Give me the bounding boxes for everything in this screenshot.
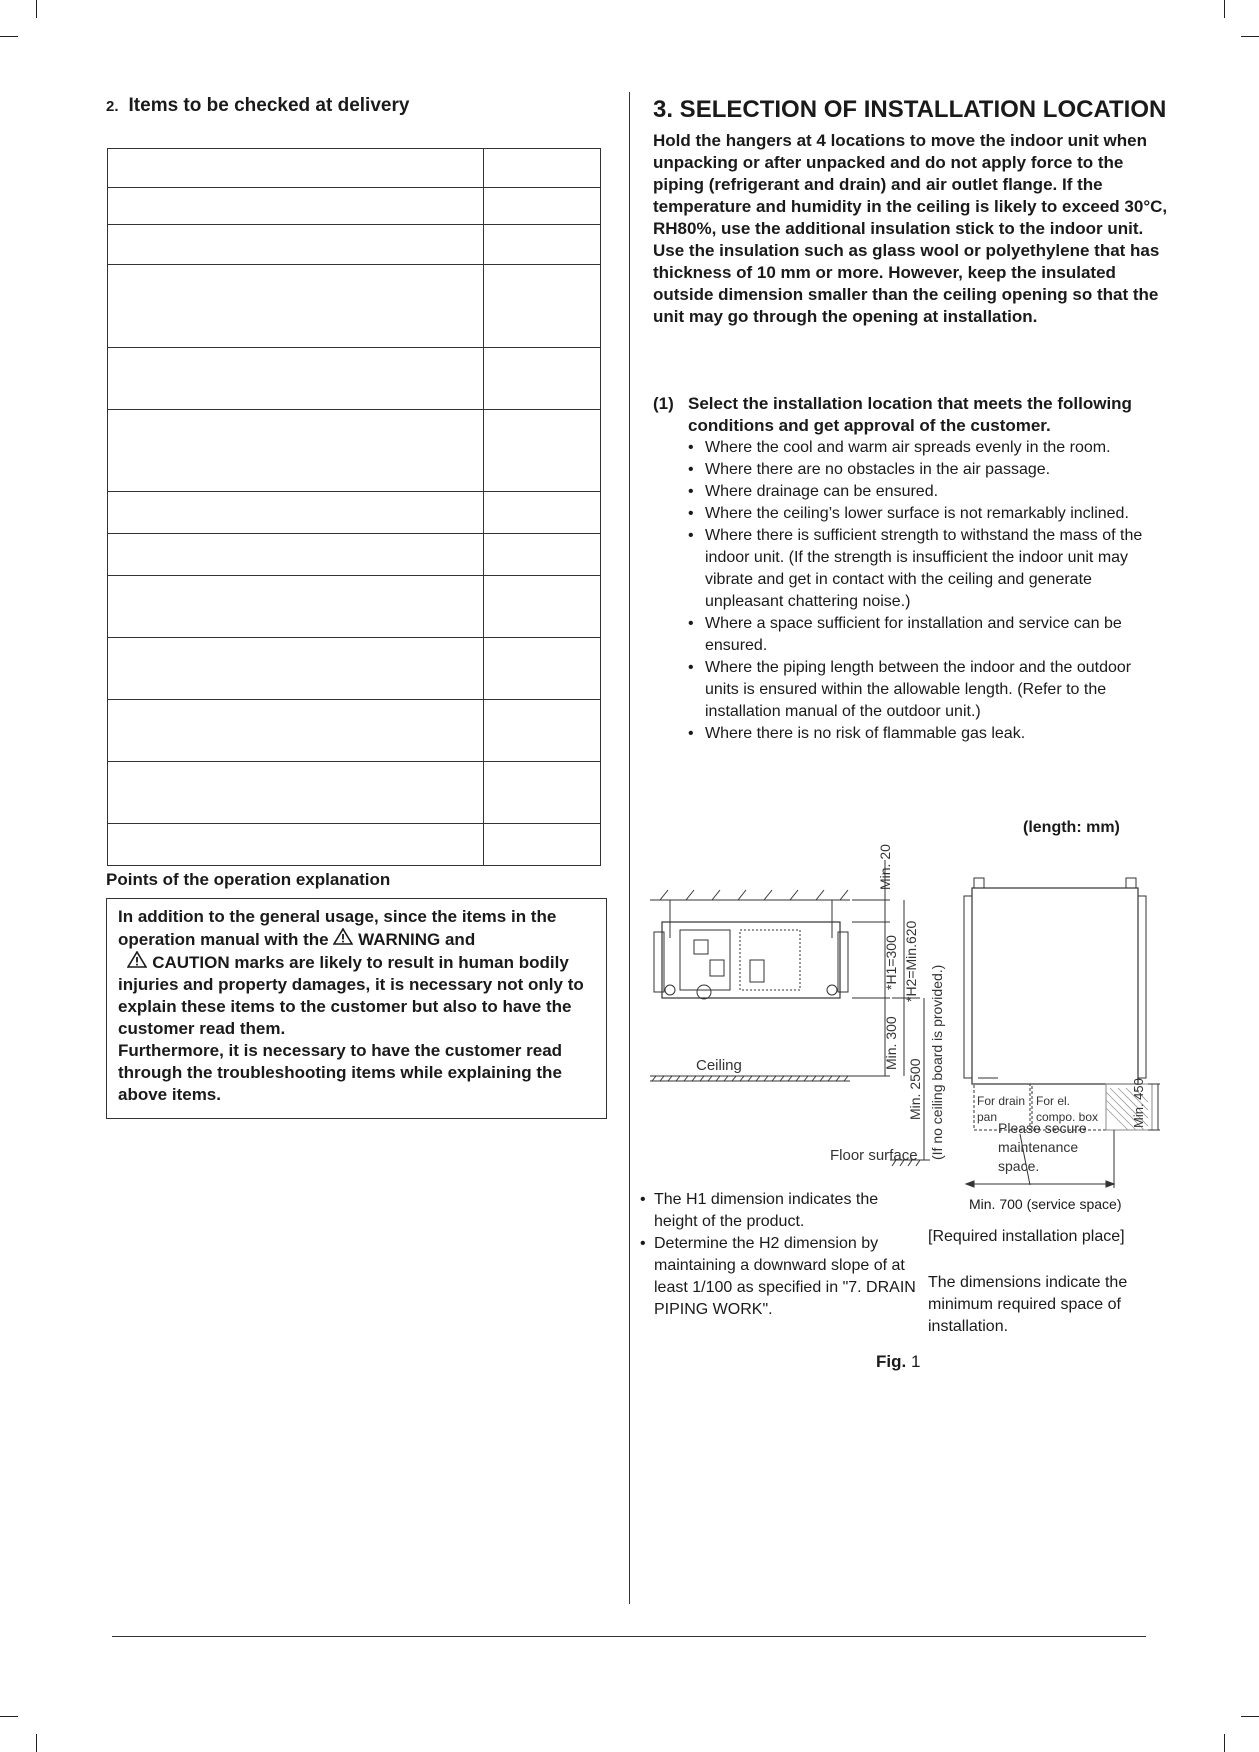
hanger-bracket (974, 878, 1136, 888)
list-item: • Where there are no obstacles in the air passage. (688, 459, 1158, 481)
hanger-nut (827, 985, 837, 995)
h2-label: *H2=Min.620 (903, 920, 919, 1002)
crop-mark (36, 1734, 37, 1752)
operation-explanation-box (106, 898, 607, 1119)
warning-triangle-icon (333, 928, 353, 951)
table-row (108, 188, 601, 225)
ceiling-slab-hatch (650, 890, 850, 900)
list-item: • Determine the H2 dimension by maintaining a downward slope of at least 1/100 as specified in "7. DRAIN PIPING WORK". (640, 1233, 920, 1321)
table-row (108, 265, 601, 348)
table-row (108, 492, 601, 534)
ceiling-board (650, 1076, 850, 1081)
points-text (118, 906, 596, 1040)
footer-rule (112, 1636, 1146, 1637)
crop-mark (0, 1716, 18, 1717)
caution-triangle-icon (127, 951, 147, 974)
step-number: (1) (653, 394, 674, 413)
unit-flange (1138, 896, 1146, 1078)
dimensions-note: The dimensions indicate the minimum required space of installation. (928, 1274, 1128, 1335)
min-20-label: Min. 20 (877, 844, 893, 890)
section-3-title: 3. SELECTION OF INSTALLATION LOCATION (653, 96, 1167, 123)
crop-mark (1224, 1734, 1225, 1752)
table-row (108, 576, 601, 638)
warning-label: WARNING and (358, 930, 476, 949)
pan-label: pan (977, 1110, 998, 1124)
component-icon (710, 960, 724, 976)
list-item: • Where there is sufficient strength to withstand the mass of the indoor unit. (If the strength is insufficient the indoor unit may vibrate and get in contact with the ceiling and generate unpleasant chattering noise.) (688, 525, 1158, 613)
maintenance-text-3: space. (998, 1158, 1040, 1174)
table-row (108, 410, 601, 492)
drain-outlet (697, 985, 711, 999)
fan-icon (694, 940, 708, 954)
maintenance-text-2: maintenance (998, 1139, 1079, 1155)
section-2-number: 2. (106, 98, 119, 115)
installation-diagram (640, 830, 1160, 1190)
h1-label: *H1=300 (883, 935, 899, 990)
crop-mark (1241, 36, 1259, 37)
crop-mark (1224, 0, 1225, 18)
list-item: • The H1 dimension indicates the height of the product. (640, 1189, 920, 1233)
figure-caption-number: 1 (910, 1352, 921, 1371)
section-3-intro (653, 130, 1173, 328)
caution-label: CAUTION marks are likely to result in human bodily injuries and property damages, it is necessary not only to explain these items to the customer but also to have the customer read them. (118, 953, 584, 1038)
table-row (108, 700, 601, 762)
list-item: • Where the cool and warm air spreads evenly in the room. (688, 437, 1158, 459)
list-item: • Where the ceiling’s lower surface is not remarkably inclined. (688, 503, 1158, 525)
intro-paragraph-1: Hold the hangers at 4 locations to move the indoor unit when unpacking or after unpacked and do not apply force to the piping (refrigerant and drain) and air outlet flange. If the temperature and humidity in the ceiling is likely to exceed 30°C, RH80%, use the additional insulation stick to the indoor unit. (653, 131, 1168, 238)
points-text-1: In addition to the general usage, since the items in the operation manual with the (118, 907, 557, 949)
section-2-title: Items to be checked at delivery (128, 95, 410, 116)
conditions-list (688, 437, 1158, 745)
crop-mark (0, 36, 18, 37)
hanger-nut (665, 985, 675, 995)
min-300-label: Min. 300 (883, 1016, 899, 1070)
list-item: • Where there is no risk of flammable gas leak. (688, 723, 1158, 745)
ceiling-label: Ceiling (696, 1057, 742, 1074)
points-title: Points of the operation explanation (106, 870, 391, 889)
length-unit-label: (length: mm) (1023, 819, 1120, 836)
table-row (108, 762, 601, 824)
figure-caption (876, 1352, 920, 1372)
table-row (108, 638, 601, 700)
list-item: • Where drainage can be ensured. (688, 481, 1158, 503)
intro-paragraph-2: Use the insulation such as glass wool or polyethylene that has thickness of 10 mm or more. However, keep the insulated outside dimension smaller than the ceiling opening so that the unit may go through the opening at installation. (653, 241, 1160, 326)
list-item: • Where a space sufficient for installation and service can be ensured. (688, 613, 1158, 657)
table-row (108, 534, 601, 576)
column-divider (629, 92, 630, 1604)
list-item: • Where the piping length between the indoor and the outdoor units is ensured within the allowable length. (Refer to the installation manual of the outdoor unit.) (688, 657, 1158, 723)
table-row (108, 824, 601, 866)
points-text-2: Furthermore, it is necessary to have the customer read through the troubleshooting items while explaining the above items. (118, 1041, 563, 1104)
fan-housing (740, 930, 800, 990)
min-700-label: Min. 700 (service space) (969, 1196, 1122, 1212)
required-place-label: [Required installation place] (928, 1228, 1125, 1245)
min-450-label: Min. 450 (1131, 1078, 1146, 1128)
for-el-label: For el. (1036, 1094, 1071, 1108)
section-2-heading (106, 95, 409, 117)
min-2500-label: Min. 2500 (907, 1058, 923, 1120)
no-ceiling-board-label: (If no ceiling board is provided.) (929, 964, 945, 1160)
step-1 (653, 393, 1173, 437)
floor-surface-label: Floor surface (830, 1147, 918, 1164)
unit-front-view (972, 888, 1138, 1084)
compo-box-label: compo. box (1036, 1110, 1099, 1124)
table-row (108, 149, 601, 188)
figure-caption-prefix: Fig. (876, 1352, 907, 1371)
delivery-checklist-table (107, 148, 601, 866)
figure-notes (640, 1189, 920, 1321)
unit-flange (964, 896, 972, 1078)
crop-mark (1241, 1716, 1259, 1717)
drain-pan-port (750, 960, 764, 982)
maintenance-text-1: Please secure (998, 1120, 1087, 1136)
for-drain-label: For drain (977, 1094, 1026, 1108)
table-row (108, 225, 601, 265)
step-text: Select the installation location that meets the following conditions and get approval of the customer. (688, 394, 1132, 435)
crop-mark (36, 0, 37, 18)
table-row (108, 348, 601, 410)
